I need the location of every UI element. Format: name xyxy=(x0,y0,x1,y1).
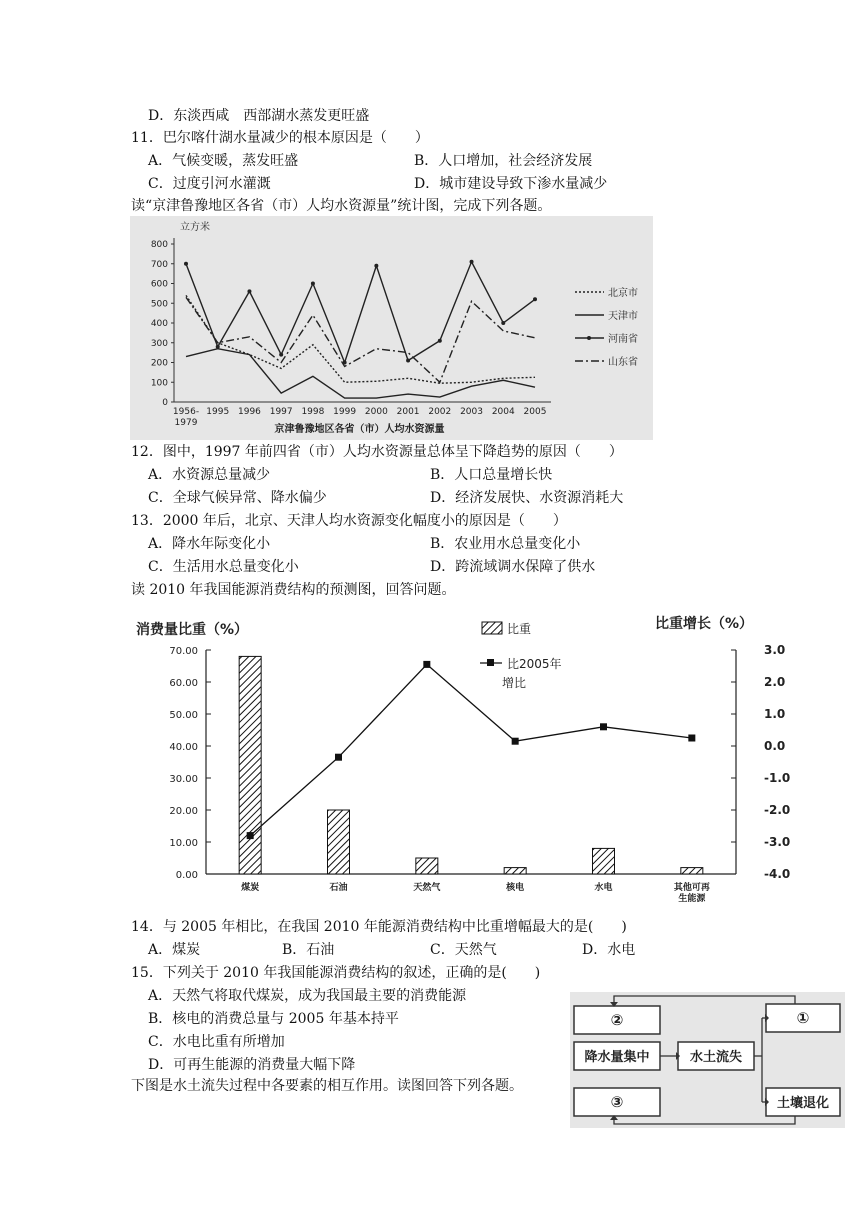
q14-option-d: D．水电 xyxy=(582,942,636,958)
y-tick-label: 0 xyxy=(162,398,168,408)
q15-option-c: C．水电比重有所增加 xyxy=(148,1034,285,1050)
legend-bar-swatch xyxy=(482,622,502,634)
q11-option-a: A．气候变暖，蒸发旺盛 xyxy=(148,153,299,169)
right-tick-label: -4.0 xyxy=(764,867,791,881)
henan-point xyxy=(533,297,537,301)
henan-point xyxy=(501,321,505,325)
y-tick-label: 600 xyxy=(150,279,168,290)
bar xyxy=(681,868,703,874)
q14-option-c: C．天然气 xyxy=(430,942,497,958)
intro-water-chart: 读“京津鲁豫地区各省（市）人均水资源量”统计图，完成下列各题。 xyxy=(131,198,552,214)
y-tick-label: 700 xyxy=(150,259,168,270)
legend-label: 天津市 xyxy=(608,311,638,322)
x-tick-label: 生能源 xyxy=(678,894,706,904)
legend-label: 山东省 xyxy=(608,357,638,368)
box-erosion-label: 水土流失 xyxy=(689,1050,743,1065)
q12-option-b: B．人口总量增长快 xyxy=(430,467,553,483)
x-tick-label: 其他可再 xyxy=(673,883,710,893)
left-tick-label: 10.00 xyxy=(169,838,198,849)
y-tick-label: 400 xyxy=(150,319,168,329)
henan-point xyxy=(374,264,378,268)
q14-option-b: B．石油 xyxy=(282,942,335,958)
y-tick-label: 300 xyxy=(150,338,168,349)
x-tick-label: 1996 xyxy=(238,407,261,417)
chart-title: 京津鲁豫地区各省（市）人均水资源量 xyxy=(274,424,445,435)
box-1-label: ① xyxy=(796,1009,810,1027)
soil-erosion-diagram xyxy=(570,992,845,1128)
intro-erosion-diagram: 下图是水土流失过程中各要素的相互作用。读图回答下列各题。 xyxy=(131,1078,523,1094)
q13-option-b: B．农业用水总量变化小 xyxy=(430,536,581,552)
left-tick-label: 70.00 xyxy=(169,646,198,657)
q13-stem: 13．2000 年后，北京、天津人均水资源变化幅度小的原因是（ ） xyxy=(131,513,567,529)
bar xyxy=(328,810,350,874)
legend-line-label: 增比 xyxy=(502,676,527,690)
legend-marker xyxy=(587,336,591,340)
right-tick-label: 0.0 xyxy=(764,739,786,753)
henan-point xyxy=(438,339,442,343)
x-tick-label: 1956- xyxy=(172,407,200,417)
legend-label: 北京市 xyxy=(608,288,638,299)
bar xyxy=(504,868,526,874)
henan-point xyxy=(247,289,251,293)
x-tick-label: 1997 xyxy=(269,407,293,417)
box-3-label: ③ xyxy=(610,1093,624,1111)
left-tick-label: 30.00 xyxy=(169,774,198,785)
x-tick-label: 2004 xyxy=(491,407,515,417)
legend-label: 河南省 xyxy=(608,334,638,345)
right-tick-label: -3.0 xyxy=(764,835,791,849)
box-rain-label: 降水量集中 xyxy=(584,1050,650,1065)
right-tick-label: -1.0 xyxy=(764,771,791,785)
q12-option-d: D．经济发展快、水资源消耗大 xyxy=(430,490,624,506)
growth-line xyxy=(250,664,692,835)
growth-point xyxy=(247,832,254,839)
q10-option-d: D．东淡西咸 西部湖水蒸发更旺盛 xyxy=(148,108,370,124)
y-axis-unit: 立方米 xyxy=(180,222,210,233)
right-tick-label: -2.0 xyxy=(764,803,791,817)
x-tick-label: 2003 xyxy=(460,407,483,417)
bar xyxy=(239,656,261,874)
q14-option-a: A．煤炭 xyxy=(148,942,201,958)
right-tick-label: 2.0 xyxy=(764,675,786,689)
right-tick-label: 1.0 xyxy=(764,707,786,721)
box-2-label: ② xyxy=(610,1011,624,1029)
q15-option-b: B．核电的消费总量与 2005 年基本持平 xyxy=(148,1011,399,1027)
left-tick-label: 40.00 xyxy=(169,742,198,753)
x-tick-label: 水电 xyxy=(594,883,613,893)
left-tick-label: 50.00 xyxy=(169,710,198,721)
q15-stem: 15．下列关于 2010 年我国能源消费结构的叙述，正确的是( ) xyxy=(131,965,541,981)
x-tick-label: 1995 xyxy=(206,407,230,417)
q12-option-c: C．全球气候异常、降水偏少 xyxy=(148,490,327,506)
x-tick-label: 1998 xyxy=(301,407,325,417)
henan-point xyxy=(184,262,188,266)
henan-point xyxy=(406,359,410,363)
q15-option-a: A．天然气将取代煤炭，成为我国最主要的消费能源 xyxy=(148,988,467,1004)
x-tick-label: 2005 xyxy=(523,407,547,417)
x-tick-label: 煤炭 xyxy=(241,883,260,893)
q11-option-b: B．人口增加，社会经济发展 xyxy=(414,153,593,169)
right-tick-label: 3.0 xyxy=(764,643,786,657)
legend-line-label: 比2005年 xyxy=(507,657,562,671)
q12-stem: 12．图中，1997 年前四省（市）人均水资源量总体呈下降趋势的原因（ ） xyxy=(131,444,623,460)
y-tick-label: 500 xyxy=(150,299,168,310)
q13-option-c: C．生活用水总量变化小 xyxy=(148,559,299,575)
water-resources-line-chart xyxy=(130,216,653,440)
growth-point xyxy=(688,735,695,742)
q14-stem: 14．与 2005 年相比，在我国 2010 年能源消费结构中比重增幅最大的是( ) xyxy=(131,919,627,935)
henan-point xyxy=(311,282,315,286)
x-tick-label: 石油 xyxy=(329,883,348,893)
left-tick-label: 0.00 xyxy=(175,870,198,881)
left-tick-label: 60.00 xyxy=(169,678,198,689)
q13-option-a: A．降水年际变化小 xyxy=(148,536,271,552)
y-tick-label: 200 xyxy=(150,358,168,369)
x-tick-label: 2001 xyxy=(396,407,420,417)
x-tick-label: 2000 xyxy=(364,407,388,417)
y-tick-label: 800 xyxy=(150,240,168,250)
legend-line-marker xyxy=(487,659,494,666)
y-tick-label: 100 xyxy=(150,378,168,389)
growth-point xyxy=(600,723,607,730)
q11-option-d: D．城市建设导致下渗水量减少 xyxy=(414,176,608,192)
bar xyxy=(593,848,615,874)
x-tick-label: 1979 xyxy=(174,418,198,428)
q15-option-d: D．可再生能源的消费量大幅下降 xyxy=(148,1057,356,1073)
x-tick-label: 1999 xyxy=(333,407,357,417)
left-axis-title: 消费量比重（%） xyxy=(136,622,249,638)
x-tick-label: 2002 xyxy=(428,407,452,417)
henan-point xyxy=(279,353,283,357)
energy-structure-chart xyxy=(130,612,795,912)
intro-energy-chart: 读 2010 年我国能源消费结构的预测图，回答问题。 xyxy=(131,582,456,598)
box-soil-label: 土壤退化 xyxy=(776,1096,830,1111)
growth-point xyxy=(423,661,430,668)
x-tick-label: 天然气 xyxy=(413,883,441,893)
q11-option-c: C．过度引河水灌溉 xyxy=(148,176,271,192)
bar xyxy=(416,858,438,874)
right-axis-title: 比重增长（%） xyxy=(655,616,754,632)
henan-point xyxy=(470,260,474,264)
legend-bar-label: 比重 xyxy=(507,622,532,636)
left-tick-label: 20.00 xyxy=(169,806,198,817)
growth-point xyxy=(512,738,519,745)
growth-point xyxy=(335,754,342,761)
x-tick-label: 核电 xyxy=(506,883,525,893)
q11-stem: 11．巴尔喀什湖水量减少的根本原因是（ ） xyxy=(131,130,429,146)
q12-option-a: A．水资源总量减少 xyxy=(148,467,271,483)
henan-point xyxy=(216,345,220,349)
q13-option-d: D．跨流域调水保障了供水 xyxy=(430,559,596,575)
